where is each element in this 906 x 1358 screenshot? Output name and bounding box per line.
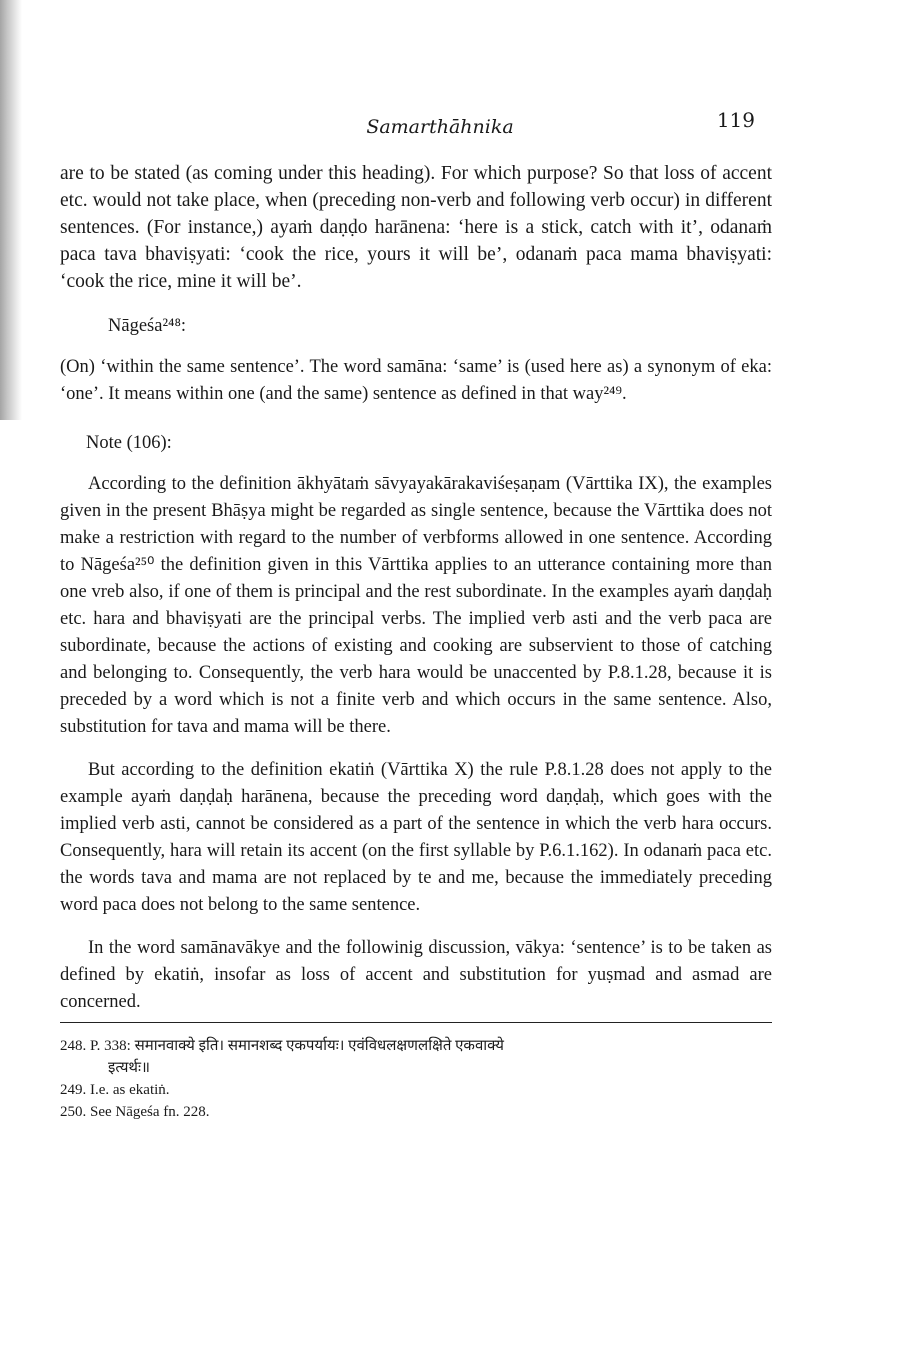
footnote-248: 248. P. 338: समानवाक्ये इति। समानशब्द एकपर्यायः। एवंविधलक्षणलक्षिते एकवाक्ये: [60, 1038, 504, 1054]
nagesa-heading: Nāgeśa²⁴⁸:: [108, 316, 187, 336]
page-number: 119: [716, 108, 755, 132]
paragraph-note-3: In the word samānavākye and the followinig discussion, vākya: ‘sentence’ is to be taken as defined by ekatiṅ, insofar as loss of accent and substitution for yuṣmad and asmad are concerned.: [60, 938, 772, 1012]
footnote-divider: [60, 1022, 772, 1023]
paragraph-bhasya-continuation: are to be stated (as coming under this heading). For which purpose? So that loss of accent etc. would not take place, when (preceding non-verb and following verb occur) in different sentences. (For instance,) ayaṁ daṇḍo harānena: ‘here is a stick, catch with it’, odanaṁ paca tava bhaviṣyati: ‘cook the rice, yours it will be’, odanaṁ paca mama bhaviṣyati: ‘cook the rice, mine it will be’.: [60, 163, 772, 292]
paragraph-nagesa: (On) ‘within the same sentence’. The word samāna: ‘same’ is (used here as) a synonym of eka: ‘one’. It means within one (and the same) sentence as defined in that way²⁴⁹.: [60, 357, 772, 404]
footnote-248-continuation: इत्यर्थः॥: [108, 1060, 151, 1076]
paragraph-note-1: According to the definition ākhyātaṁ sāvyayakārakaviśeṣaṇam (Vārttika IX), the examples given in the present Bhāṣya might be regarded as single sentence, because the Vārttika does not make a restriction with regard to the number of verbforms allowed in one sentence. According to Nāgeśa²⁵⁰ the definition given in this Vārttika applies to an utterance containing more than one vreb also, if one of them is principal and the rest subordinate. In the examples ayaṁ daṇḍaḥ etc. hara and bhaviṣyati are the principal verbs. The implied verb asti and the verb paca are subordinate, because the actions of existing and cooking are subservient to those of catching and belonging to. Consequently, the verb hara would be unaccented by P.8.1.28, because it is preceded by a word which is not a finite verb and which occurs in the same sentence. Also, substitution for tava and mama will be there.: [60, 474, 772, 737]
note-heading: Note (106):: [86, 433, 172, 453]
footnote-250: 250. See Nāgeśa fn. 228.: [60, 1104, 210, 1120]
page-body: [60, 160, 772, 1123]
page-edge-shadow: [0, 0, 22, 420]
paragraph-note-2: But according to the definition ekatiṅ (Vārttika X) the rule P.8.1.28 does not apply to the example ayaṁ daṇḍaḥ harānena, because the preceding word daṇḍaḥ, which goes with the implied verb asti, cannot be considered as a part of the sentence in which the verb hara occurs. Consequently, hara will retain its accent (on the first syllable by P.6.1.162). In odanaṁ paca etc. the words tava and mama are not replaced by te and me, because the immediately preceding word paca does not belong to the same sentence.: [60, 760, 772, 915]
running-title: Samarthāhnika: [366, 116, 514, 138]
footnote-249: 249. I.e. as ekatiṅ.: [60, 1082, 170, 1098]
running-header: [60, 108, 820, 148]
